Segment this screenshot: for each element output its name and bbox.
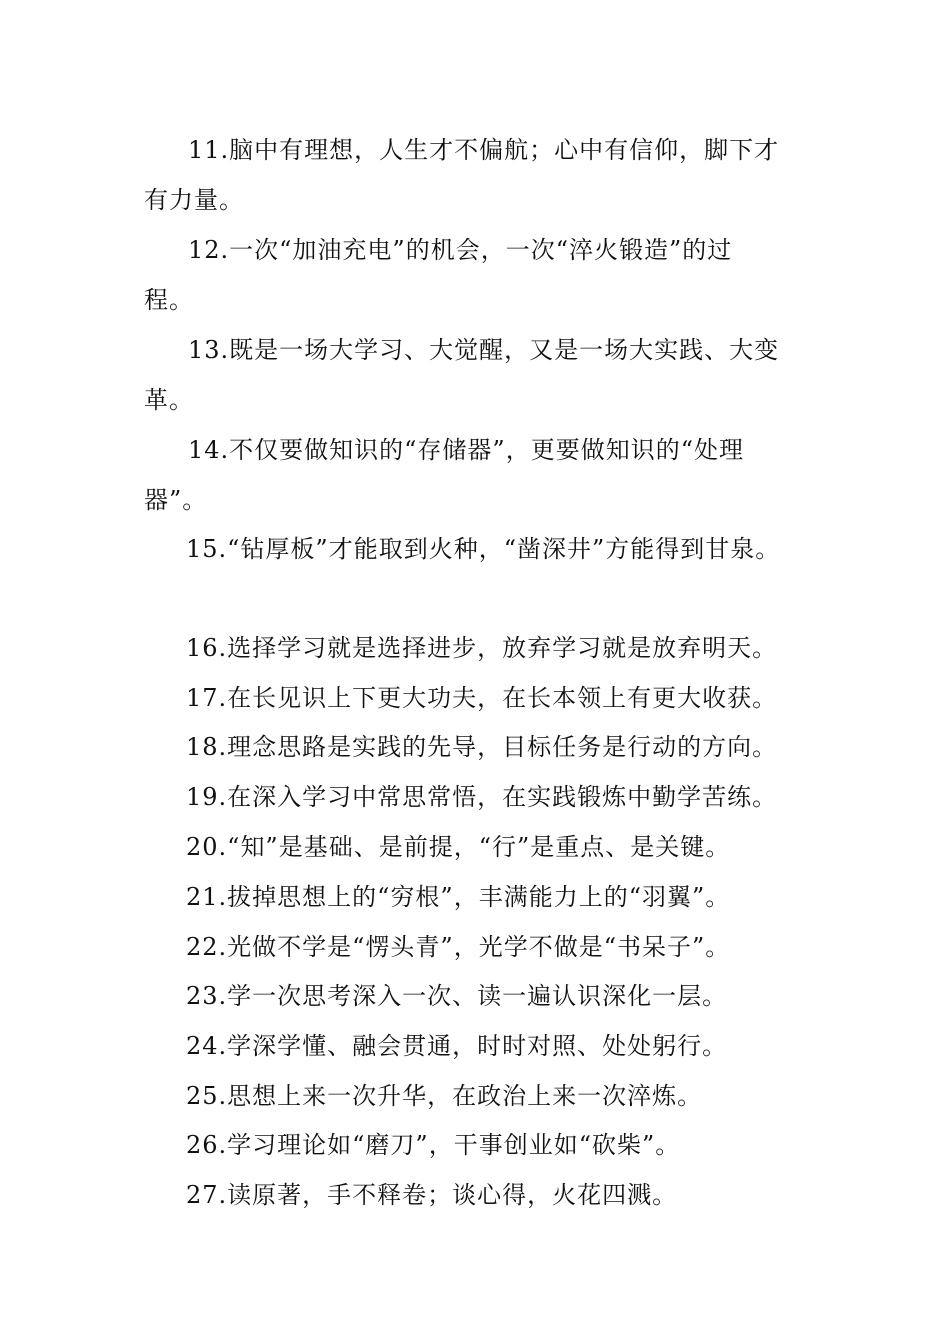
- paragraph-item-13: [144, 325, 808, 425]
- list-item-22: 22.光做不学是“愣头青”，光学不做是“书呆子”。: [186, 933, 731, 961]
- list-item-26: 26.学习理论如“磨刀”，干事创业如“砍柴”。: [186, 1131, 681, 1159]
- paragraph-item-12: [144, 225, 808, 325]
- list-item-20: 20.“知”是基础、是前提，“行”是重点、是关键。: [186, 833, 731, 861]
- paragraph-line: 革。: [144, 386, 194, 414]
- paragraph-item-14: [144, 425, 808, 525]
- list-item-24: 24.学深学懂、融会贯通，时时对照、处处躬行。: [186, 1032, 728, 1060]
- list-item-25: 25.思想上来一次升华，在政治上来一次淬炼。: [186, 1082, 703, 1110]
- list-item-16: 16.选择学习就是选择进步，放弃学习就是放弃明天。: [186, 634, 778, 662]
- paragraph-line: 14.不仅要做知识的“存储器”，更要做知识的“处理: [188, 436, 744, 464]
- paragraph-line: 11.脑中有理想，人生才不偏航；心中有信仰，脚下才: [188, 136, 780, 164]
- paragraph-line: 13.既是一场大学习、大觉醒，又是一场大实践、大变: [188, 336, 780, 364]
- list-item-19: 19.在深入学习中常思常悟，在实践锻炼中勤学苦练。: [186, 783, 778, 811]
- list-item-17: 17.在长见识上下更大功夫，在长本领上有更大收获。: [186, 684, 778, 712]
- list-item-23: 23.学一次思考深入一次、读一遍认识深化一层。: [186, 982, 728, 1010]
- list-item-27: 27.读原著，手不释卷；谈心得，火花四溅。: [186, 1181, 678, 1209]
- paragraph-line: 程。: [144, 286, 194, 314]
- paragraph-line: 12.一次“加油充电”的机会，一次“淬火锻造”的过: [188, 236, 733, 264]
- list-item-21: 21.拔掉思想上的“穷根”，丰满能力上的“羽翼”。: [186, 883, 731, 911]
- list-item-18: 18.理念思路是实践的先导，目标任务是行动的方向。: [186, 733, 778, 761]
- paragraph-item-11: [144, 125, 808, 225]
- paragraph-line: 有力量。: [144, 186, 244, 214]
- paragraph-item-15: 15.“钻厚板”才能取到火种，“凿深井”方能得到甘泉。: [186, 535, 781, 563]
- paragraph-line: 器”。: [144, 486, 208, 514]
